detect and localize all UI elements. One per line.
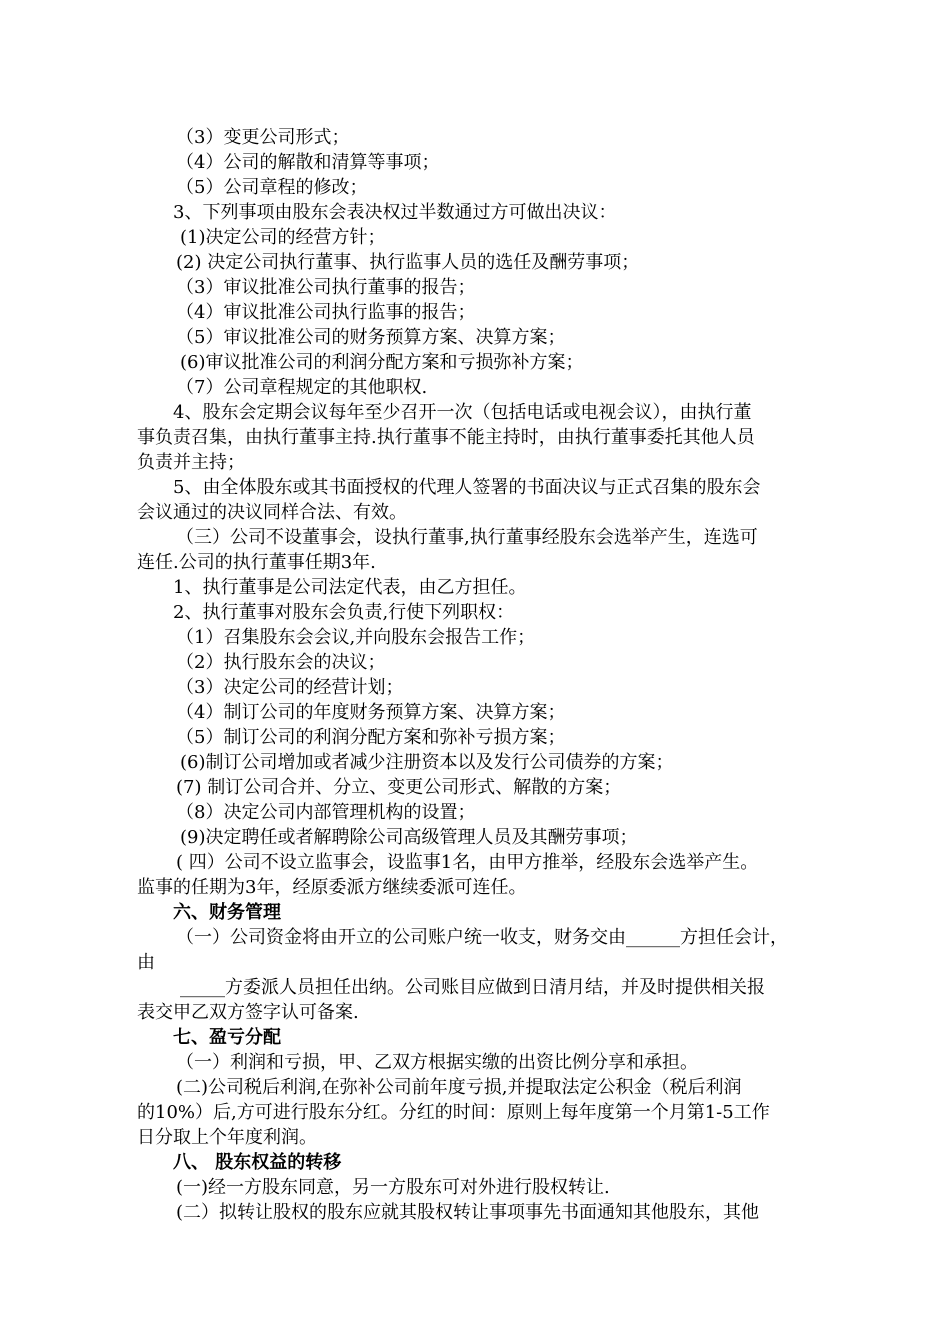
paragraph-line: (2) 决定公司执行董事、执行监事人员的选任及酬劳事项； [176, 252, 640, 273]
paragraph-line: （3）决定公司的经营计划； [176, 677, 404, 698]
paragraph-line: （7）公司章程规定的其他职权. [176, 377, 428, 398]
paragraph-line: （3）变更公司形式； [176, 127, 350, 148]
paragraph-line: 连任.公司的执行董事任期3年. [137, 552, 376, 573]
paragraph-line: 事负责召集，由执行董事主持.执行董事不能主持时，由执行董事委托其他人员 [137, 427, 755, 448]
paragraph-line: （3）审议批准公司执行董事的报告； [176, 277, 476, 298]
section-heading: 八、 股东权益的转移 [173, 1152, 342, 1173]
paragraph-line: (7) 制订公司合并、分立、变更公司形式、解散的方案； [176, 777, 622, 798]
paragraph-line: 3、下列事项由股东会表决权过半数通过方可做出决议： [173, 202, 617, 223]
paragraph-line: （1）召集股东会会议,并向股东会报告工作； [176, 627, 536, 648]
paragraph-line: （一）公司资金将由开立的公司账户统一收支，财务交由______方担任会计， [176, 927, 788, 948]
paragraph-line: 表交甲乙双方签字认可备案. [137, 1002, 359, 1023]
paragraph-line: ( 四）公司不设立监事会，设监事1名，由甲方推举，经股东会选举产生。 [176, 852, 759, 873]
paragraph-line: (一)经一方股东同意，另一方股东可对外进行股权转让. [176, 1177, 610, 1198]
paragraph-line: 2、执行董事对股东会负责,行使下列职权： [173, 602, 515, 623]
paragraph-line: （5）制订公司的利润分配方案和弥补亏损方案； [176, 727, 566, 748]
paragraph-line: (1)决定公司的经营方针； [180, 227, 386, 248]
paragraph-line: （5）审议批准公司的财务预算方案、决算方案； [176, 327, 566, 348]
paragraph-line: (二)公司税后利润,在弥补公司前年度亏损,并提取法定公积金（税后利润 [176, 1077, 742, 1098]
paragraph-line: (6)制订公司增加或者减少注册资本以及发行公司债券的方案； [180, 752, 674, 773]
paragraph-line: （4）审议批准公司执行监事的报告； [176, 302, 476, 323]
paragraph-line: （三）公司不设董事会，设执行董事,执行董事经股东会选举产生，连选可 [176, 527, 758, 548]
paragraph-line: _____方委派人员担任出纳。公司账目应做到日清月结，并及时提供相关报 [180, 977, 765, 998]
paragraph-line: 日分取上个年度利润。 [137, 1127, 317, 1148]
paragraph-line: 的10%）后,方可进行股东分红。分红的时间：原则上每年度第一个月第1-5工作 [137, 1102, 770, 1123]
paragraph-line: 5、由全体股东或其书面授权的代理人签署的书面决议与正式召集的股东会 [173, 477, 761, 498]
paragraph-line: 监事的任期为3年，经原委派方继续委派可连任。 [137, 877, 527, 898]
paragraph-line: （5）公司章程的修改； [176, 177, 368, 198]
paragraph-line: （4）制订公司的年度财务预算方案、决算方案； [176, 702, 566, 723]
paragraph-line: （4）公司的解散和清算等事项； [176, 152, 440, 173]
paragraph-line: （2）执行股东会的决议； [176, 652, 386, 673]
paragraph-line: 4、股东会定期会议每年至少召开一次（包括电话或电视会议），由执行董 [173, 402, 752, 423]
paragraph-line: 会议通过的决议同样合法、有效。 [137, 502, 407, 523]
paragraph-line: (二）拟转让股权的股东应就其股权转让事项事先书面通知其他股东，其他 [176, 1202, 760, 1223]
section-heading: 六、财务管理 [173, 902, 281, 923]
section-heading: 七、盈亏分配 [173, 1027, 281, 1048]
paragraph-line: 由 [137, 952, 155, 973]
paragraph-line: （8）决定公司内部管理机构的设置； [176, 802, 476, 823]
paragraph-line: 负责并主持； [137, 452, 245, 473]
paragraph-line: （一）利润和亏损，甲、乙双方根据实缴的出资比例分享和承担。 [176, 1052, 698, 1073]
paragraph-line: 1、执行董事是公司法定代表，由乙方担任。 [173, 577, 527, 598]
paragraph-line: (6)审议批准公司的利润分配方案和亏损弥补方案； [180, 352, 584, 373]
paragraph-line: (9)决定聘任或者解聘除公司高级管理人员及其酬劳事项； [180, 827, 638, 848]
